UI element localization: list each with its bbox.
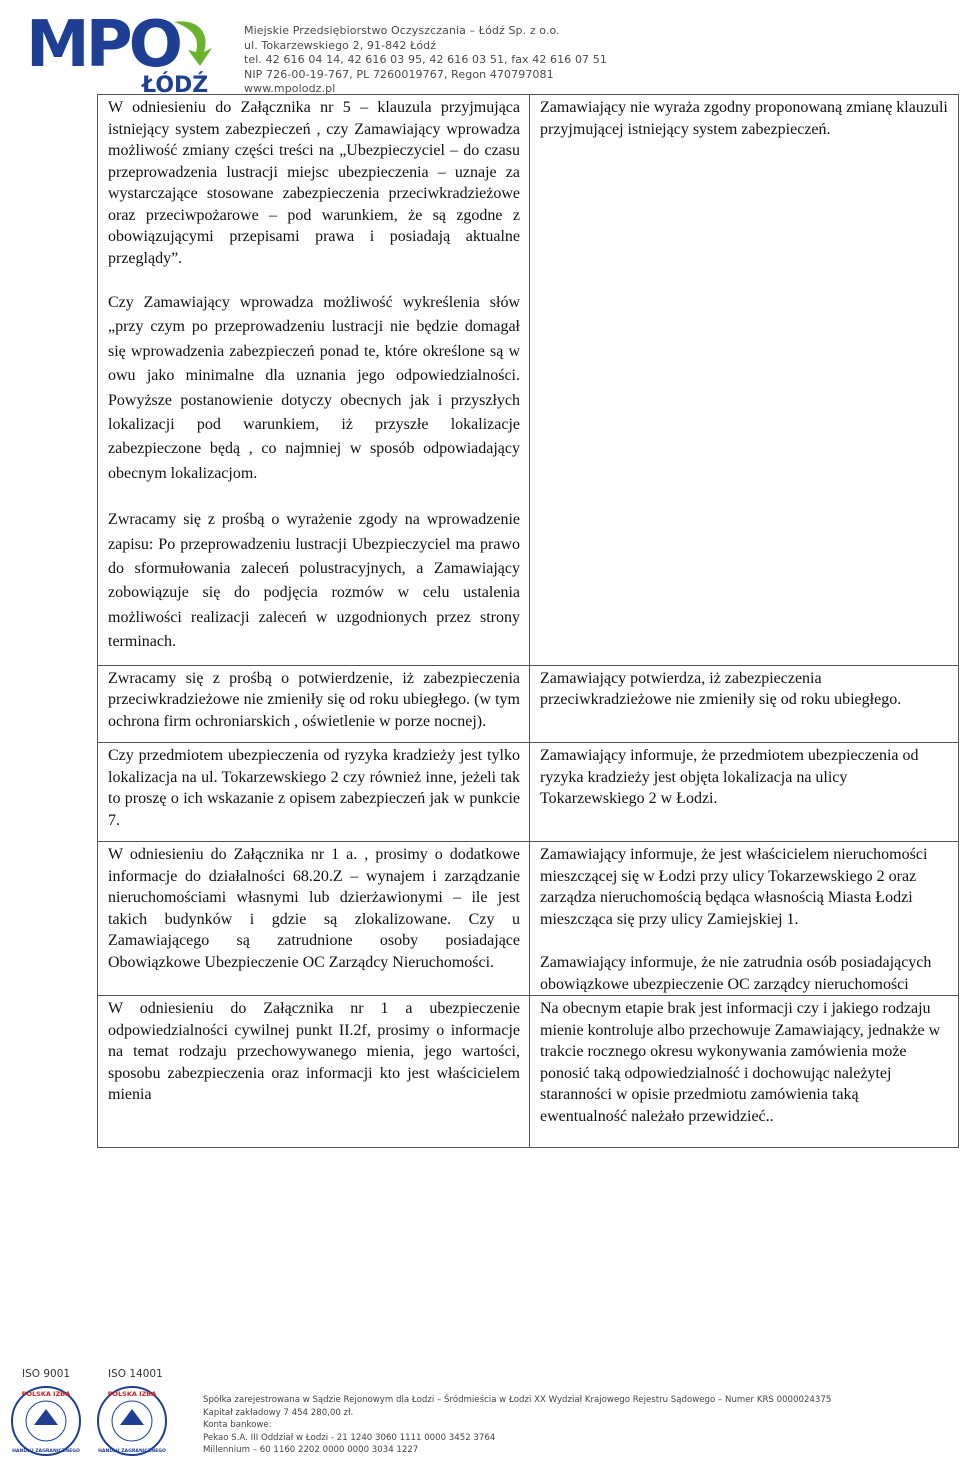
answer-paragraph: Zamawiający potwierdza, iż zabezpieczenia przeciwkradzieżowe nie zmieniły się od roku ubiegłego. [540,669,902,709]
question-cell [98,996,530,1148]
company-address: ul. Tokarzewskiego 2, 91-842 Łódź [244,38,437,52]
table-row [98,842,959,996]
company-phone: tel. 42 616 04 14, 42 616 03 95, 42 616 03 51, fax 42 616 07 51 [244,53,607,67]
question-paragraph: W odniesieniu do Załącznika nr 1 a ubezpieczenie odpowiedzialności cywilnej punkt II.2f, prosimy o informacje na temat rodzaju przechowywanego mienia, jego wartości, sposobu zabezpieczenia oraz informacji kto jest właścicielem mienia [108,1000,520,1104]
legal-registration: Spółka zarejestrowana w Sądzie Rejonowym dla Łodzi – Śródmieścia w Łodzi XX Wydział Krajowego Rejestru Sądowego – Numer KRS 0000024375 [203,1395,832,1405]
question-cell [98,842,530,996]
question-paragraph: Czy przedmiotem ubezpieczenia od ryzyka kradzieży jest tylko lokalizacja na ul. Tokarzewskiego 2 czy również inne, jeżeli tak to proszę o ich wskazanie z opisem zabezpieczeń jak w punkcie 7. [108,747,520,829]
question-paragraph: Zwracamy się z prośbą o potwierdzenie, iż zabezpieczenia przeciwkradzieżowe nie zmieniły się od roku ubiegłego. (w tym ochrona firm ochroniarskich , oświetlenie w porze nocnej). [108,669,520,730]
logo-swoosh [174,21,212,66]
legal-info [203,1394,831,1457]
answer-cell [530,842,959,996]
table-row [98,996,959,1148]
question-cell [98,95,530,666]
legal-account-pekao: Pekao S.A. III Oddział w Łodzi - 21 1240 3060 1111 0000 3452 3764 [203,1432,496,1443]
chamber-seal-icon [10,1385,82,1457]
iso-14001-label: ISO 14001 [108,1368,163,1380]
iso-9001-label: ISO 9001 [22,1368,71,1380]
question-cell [98,665,530,743]
seal-top-text: POLSKA IZBA [107,1390,157,1398]
question-cell [98,743,530,842]
company-name: Miejskie Przedsiębiorstwo Oczyszczania – Łódź Sp. z o.o. [244,24,560,37]
company-nip: NIP 726-00-19-767, PL 7260019767, Regon 470797081 [244,67,554,81]
question-paragraph: W odniesieniu do Załącznika nr 1 a. , prosimy o dodatkowe informacje do działalności 68.20.Z – wynajem i zarządzanie nieruchomościami własnymi lub dzierżawionymi – ile jest takich budynków i gdzie są zlokalizowane. Czy u Zamawiającego są zatrudnione osoby posiadające Obowiązkowe Ubezpieczenie OC Zarządcy Nieruchomości. [108,846,520,971]
question-paragraph: Zwracamy się z prośbą o wyrażenie zgody na wprowadzenie zapisu: Po przeprowadzeniu lustracji Ubezpieczyciel ma prawo do sformułowania zaleceń polustracyjnych, a Zamawiający zobowiązuje się do podjęcia rozmów w celu ustalenia możliwości realizacji zaleceń w uzgodnionych przez strony terminach. [108,511,520,651]
seal-top-text: POLSKA IZBA [21,1390,71,1398]
chamber-seal-icon [96,1385,168,1457]
company-website[interactable]: www.mpolodz.pl [244,82,336,96]
answer-cell [530,665,959,743]
logo-city: ŁÓDŹ [142,73,209,96]
table-row [98,665,959,743]
question-paragraph: W odniesieniu do Załącznika nr 5 – klauzula przyjmująca istniejący system zabezpieczeń , czy Zamawiający wprowadza możliwość zmiany części treści na „Ubezpieczyciel – do czasu przeprowadzenia lustracji miejsc ubezpieczenia – uznaje za wystarczające stosowane zabezpieczenia przeciwkradzieżowe oraz przeciwpożarowe – pod warunkiem, że są zgodne z obowiązującymi przepisami prawa i posiadają aktualne przeglądy”. [108,99,520,267]
legal-accounts-label: Konta bankowe: [203,1420,272,1431]
answer-cell [530,95,959,666]
answer-cell [530,743,959,842]
legal-capital: Kapitał zakładowy 7 454 280,00 zł. [203,1407,354,1418]
answer-cell [530,996,959,1148]
answer-paragraph: Zamawiający informuje, że nie zatrudnia osób posiadających obowiązkowe ubezpieczenie OC zarządcy nieruchomości [540,954,932,993]
seal-bottom-text: HANDLU ZAGRANICZNEGO [98,1449,166,1454]
table-row [98,95,959,666]
table-row [98,743,959,842]
company-info [244,24,607,97]
mpo-logo [24,4,214,96]
legal-account-millennium: Millennium – 60 1160 2202 0000 0000 3034 1227 [203,1445,419,1456]
answer-paragraph: Zamawiający nie wyraża zgodny proponowaną zmianę klauzuli przyjmującej istniejący system zabezpieczeń. [540,99,948,138]
seal-bottom-text: HANDLU ZAGRANICZNEGO [12,1449,80,1454]
answer-paragraph: Zamawiający informuje, że przedmiotem ubezpieczenia od ryzyka kradzieży jest objęta lokalizacja na ulicy Tokarzewskiego 2 w Łodzi. [540,747,919,808]
answer-paragraph: Zamawiający informuje, że jest właścicielem nieruchomości mieszczącej się w Łodzi przy ulicy Tokarzewskiego 2 oraz zarządza nieruchomością będąca własnością Miasta Łodzi mieszcząca się przy ulicy Zamiejskiej 1. [540,846,928,928]
logo-text: MPO [26,8,179,82]
qa-table [97,94,959,1148]
question-paragraph: Czy Zamawiający wprowadza możliwość wykreślenia słów „przy czym po przeprowadzeniu lustracji nie będzie domagał się wprowadzenia zabezpieczeń ponad te, które określone są w owu jako minimalne dla uznania jego odpowiedzialności. Powyższe postanowienie dotyczy obecnych jak i przyszłych lokalizacji pod warunkiem, iż przyszłe lokalizacje zabezpieczone będą , co najmniej w sposób odpowiadający obecnym lokalizacjom. [108,294,520,482]
answer-paragraph: Na obecnym etapie brak jest informacji czy i jakiego rodzaju mienie kontroluje albo przechowuje Zamawiający, jednakże w trakcie rocznego okresu wykonywania zamówienia może ponosić taką odpowiedzialność i dochowując należytej staranności w opisie przedmiotu zamówienia taką ewentualność należało przewidzieć.. [540,1000,941,1125]
